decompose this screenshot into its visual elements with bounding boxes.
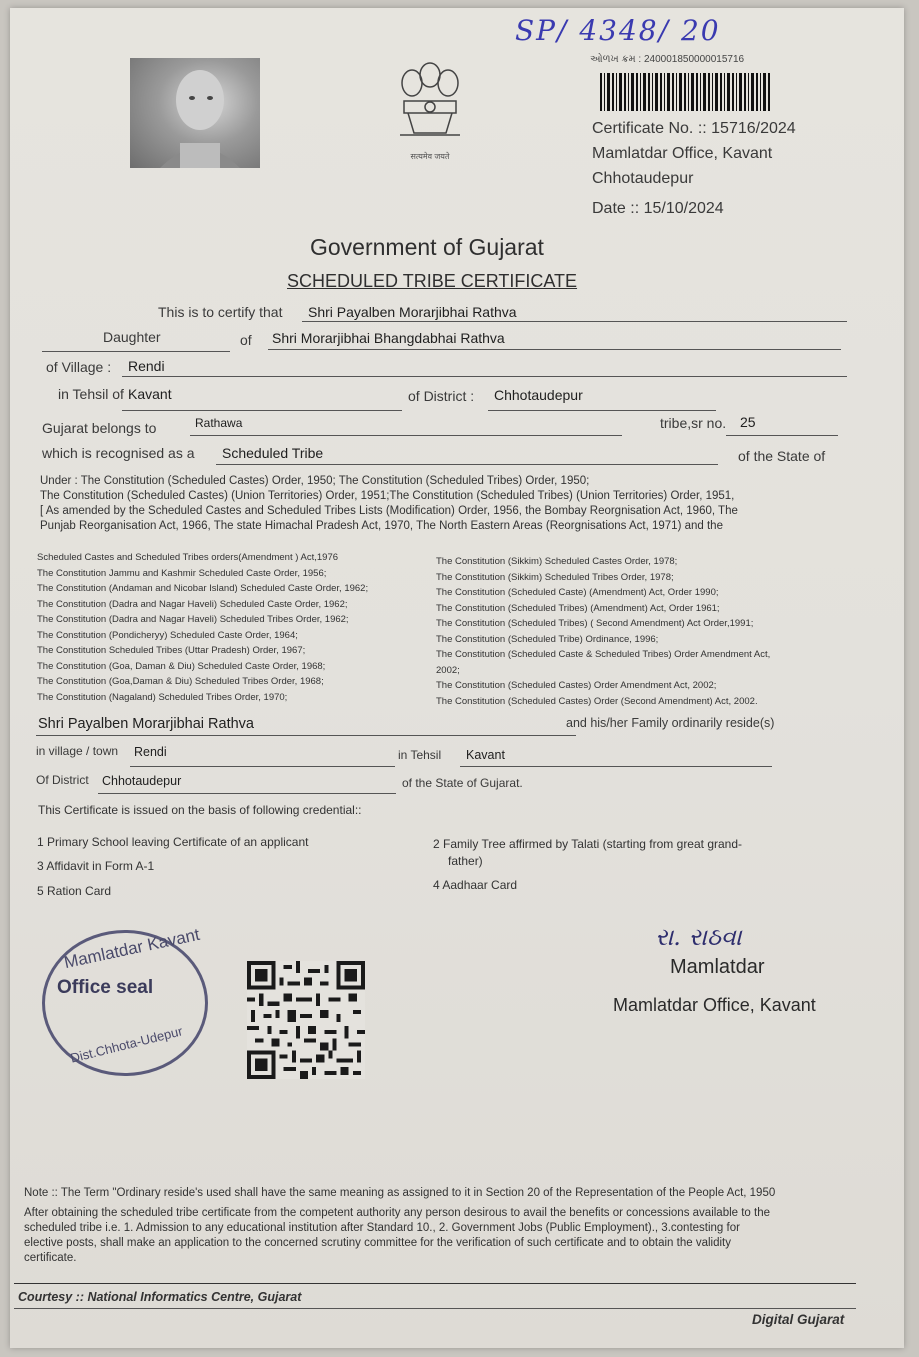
residence-tehsil-label: in Tehsil [398,748,442,762]
residence-district-label: Of District [36,773,89,787]
credential-item: 1 Primary School leaving Certificate of an applicant [37,835,309,849]
tribe-serial-label: tribe,sr no. [660,415,727,431]
certificate-number: Certificate No. :: 15716/2024 [592,120,796,137]
residence-village-label: in village / town [36,744,119,758]
paragraph-line: The Constitution (Scheduled Castes) (Union Territories) Order, 1951;The Constitution (Scheduled Tribes) (Union Territories) Order, 1951, [40,490,735,502]
certificate-type-title: SCHEDULED TRIBE CERTIFICATE [287,271,578,291]
residence-village: Rendi [134,745,167,759]
district-label: of District : [408,388,475,404]
act-item: The Constitution (Scheduled Tribes) (Amendment) Act, Order 1961; [436,602,720,614]
act-item: The Constitution (Goa,Daman & Diu) Scheduled Tribes Order, 1968; [37,676,324,687]
district: Chhotaudepur [494,387,583,403]
act-item: The Constitution (Sikkim) Scheduled Tribes Order, 1978; [436,571,674,583]
seal-center-text: Office seal [57,977,154,998]
act-item: The Constitution Jammu and Kashmir Scheduled Caste Order, 1956; [37,567,327,579]
qr-code [247,961,365,1079]
paragraph-line: Under : The Constitution (Scheduled Castes) Order, 1950; The Constitution (Scheduled Tribes) Order, 1950; [40,475,590,487]
emblem-caption: सत्यमेव जयते [410,152,450,161]
father-name: Shri Morarjibhai Bhangdabhai Rathva [272,330,505,346]
act-item: The Constitution (Nagaland) Scheduled Tribes Order, 1970; [37,691,288,703]
tribe-name: Rathawa [195,416,243,430]
reside-label: and his/her Family ordinarily reside(s) [566,716,775,730]
recognised-as: Scheduled Tribe [222,445,324,461]
act-item: The Constitution (Pondicheryy) Scheduled Caste Order, 1964; [37,629,298,641]
paragraph-line: [ As amended by the Scheduled Castes and Scheduled Tribes Lists (Modification) Order, 1956, the Bombay Reorgnisation Act, 1960, The [40,505,738,517]
residence-district: Chhotaudepur [102,774,182,788]
note-line: elective posts, shall make an application to the concerned scrutiny committee for the verification of such certificate and to obtain the validity [24,1237,731,1249]
recognised-label: which is recognised as a [42,445,195,461]
certificate-page [10,8,904,1348]
signatory-title: Mamlatdar [670,956,765,978]
residence-state-label: of the State of Gujarat. [402,776,523,790]
tribe-serial-number: 25 [740,414,756,430]
signature: રા. રાઠવા [655,923,742,951]
tehsil: Kavant [128,386,172,402]
act-item: The Constitution (Scheduled Castes) Order (Second Amendment) Act, 2002. [436,695,758,707]
constitution-paragraph [40,474,860,534]
act-item: The Constitution (Scheduled Tribes) ( Second Amendment) Act Order,1991; [436,618,754,629]
of-label: of [240,332,252,348]
credential-intro: This Certificate is issued on the basis of following credential:: [38,803,362,817]
page-title: Government of Gujarat [310,234,544,260]
village-label: of Village : [46,359,112,375]
credential-item: 2 Family Tree affirmed by Talati (starting from great grand- [433,837,743,851]
applicant-photo [130,58,260,168]
after-note-paragraph [24,1206,854,1266]
act-item: The Constitution (Scheduled Caste & Scheduled Tribes) Order Amendment Act, [436,649,771,660]
issuing-office: Mamlatdar Office, Kavant [592,145,773,162]
paragraph-line: Punjab Reorganisation Act, 1966, The state Himachal Pradesh Act, 1970, The North Eastern Areas (Reorgnisations Act, 1971) and the [40,520,723,532]
applicant-name: Shri Payalben Morarjibhai Rathva [308,304,517,320]
state-of-label: of the State of [738,448,826,464]
acts-list-left [37,550,437,705]
act-item: The Constitution (Goa, Daman & Diu) Scheduled Caste Order, 1968; [37,660,326,672]
act-item: 2002; [436,664,460,676]
tehsil-label: in Tehsil of [58,386,124,402]
residence-tehsil: Kavant [466,748,505,762]
credential-item: father) [448,854,483,868]
note-line: certificate. [24,1252,77,1264]
acts-list-right [436,554,856,709]
footer-brand: Digital Gujarat [752,1312,845,1327]
seal-bottom-text: Dist.Chhota-Udepur [68,1023,184,1066]
note-text: Note :: The Term "Ordinary reside's used shall have the same meaning as assigned to it in Section 20 of the Representation of the People Act, 1950 [24,1187,776,1199]
village: Rendi [128,358,165,374]
signatory-office: Mamlatdar Office, Kavant [613,995,816,1015]
issuing-office-district: Chhotaudepur [592,170,694,187]
belongs-label: Gujarat belongs to [42,420,157,436]
relation: Daughter [103,329,161,345]
office-seal [42,924,208,1076]
act-item: The Constitution (Dadra and Nagar Haveli) Scheduled Tribes Order, 1962; [37,614,349,625]
act-item: The Constitution (Sikkim) Scheduled Castes Order, 1978; [436,556,678,567]
act-item: The Constitution Scheduled Tribes (Uttar Pradesh) Order, 1967; [37,645,306,656]
courtesy-text: Courtesy :: National Informatics Centre, Gujarat [18,1290,302,1304]
national-emblem [390,53,470,163]
act-item: The Constitution (Dadra and Nagar Haveli) Scheduled Caste Order, 1962; [37,598,348,610]
handwritten-reference: SP/ 4348/ 20 [515,14,721,47]
act-item: The Constitution (Scheduled Castes) Order Amendment Act, 2002; [436,680,717,691]
credential-item: 3 Affidavit in Form A-1 [37,859,155,873]
barcode-label: ઓળખ ક્રમ : 240001850000015716 [590,54,745,65]
issue-date: Date :: 15/10/2024 [592,200,724,217]
act-item: The Constitution (Scheduled Tribe) Ordinance, 1996; [436,633,659,645]
note-line: After obtaining the scheduled tribe certificate from the competent authority any person desirous to avail the benefits or concessions available to the [24,1207,771,1219]
note-line: scheduled tribe i.e. 1. Admission to any educational institution after Standard 10., 2. Government Jobs (Public Employment)., 3.contesting for [24,1222,740,1234]
seal-top-text: Mamlatdar Kavant [62,924,202,973]
act-item: The Constitution (Andaman and Nicobar Island) Scheduled Caste Order, 1962; [37,583,369,594]
credential-item: 4 Aadhaar Card [433,878,518,892]
barcode [600,73,770,111]
act-item: The Constitution (Scheduled Caste) (Amendment) Act, Order 1990; [436,587,719,598]
resident-name: Shri Payalben Morarjibhai Rathva [38,716,254,732]
lion-capital-icon [390,53,470,148]
certify-label: This is to certify that [158,304,283,320]
act-item: Scheduled Castes and Scheduled Tribes orders(Amendment ) Act,1976 [37,552,339,563]
credential-item: 5 Ration Card [37,884,112,898]
